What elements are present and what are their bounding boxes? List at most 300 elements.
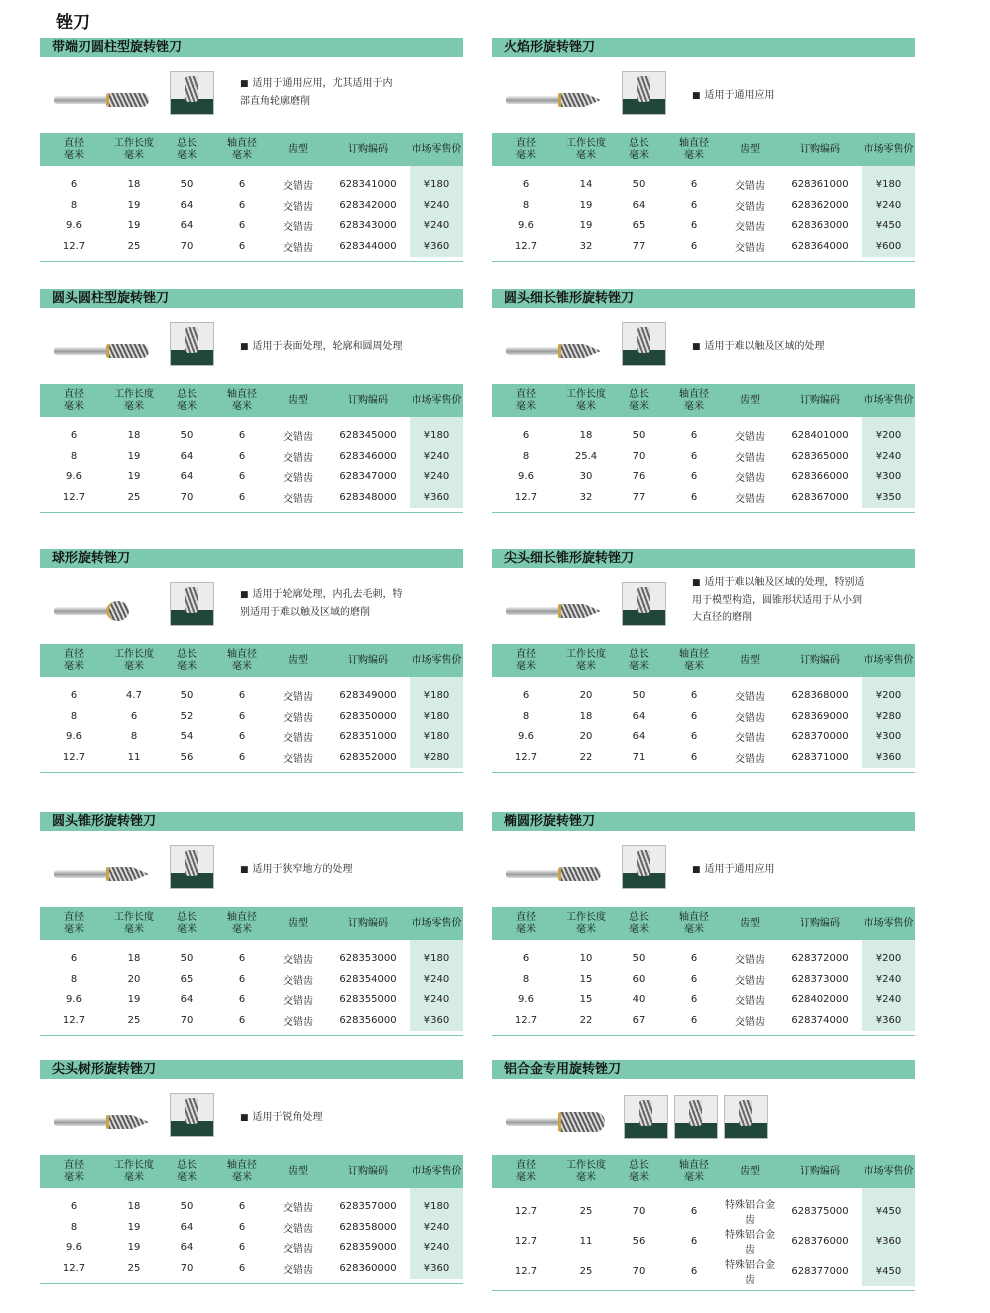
spec-cell: 6 <box>238 1015 246 1027</box>
spec-cell: 12.7 <box>62 1263 86 1275</box>
column-header: 总长 毫米 <box>160 644 214 677</box>
spec-cell: 50 <box>180 952 194 964</box>
section-divider <box>492 772 915 773</box>
spec-cell: 6 <box>690 241 698 253</box>
order-code-cell: 628354000 <box>339 973 397 985</box>
column-header: 市场零售价 <box>862 384 915 417</box>
spec-cell: 30 <box>579 471 593 483</box>
spec-cell: 25 <box>127 1015 141 1027</box>
order-code-cell: 628375000 <box>791 1205 849 1217</box>
price-cell: ¥280 <box>410 747 463 768</box>
spec-cell: 交错齿 <box>735 754 765 766</box>
spec-cell: 12.7 <box>62 492 86 504</box>
table-row <box>40 969 463 990</box>
burr-tool-illustration <box>506 604 602 618</box>
spec-cell: 6 <box>238 994 246 1006</box>
order-code-cell: 628343000 <box>339 220 397 232</box>
spec-cell: 6 <box>690 1205 698 1217</box>
spec-cell: 25 <box>127 492 141 504</box>
spec-cell: 交错齿 <box>735 712 765 724</box>
burr-section <box>492 549 915 773</box>
column-header: 订购编码 <box>326 133 410 166</box>
spec-cell: 50 <box>180 429 194 441</box>
spec-cell: 6 <box>238 471 246 483</box>
spec-cell: 9.6 <box>66 994 82 1006</box>
spec-cell: 18 <box>127 1200 141 1212</box>
description-line: 部直角轮廓磨削 <box>240 96 310 107</box>
spec-cell: 6 <box>238 973 246 985</box>
spec-cell: 6 <box>238 429 246 441</box>
table-row <box>40 417 463 446</box>
spec-cell: 77 <box>632 241 646 253</box>
spec-cell: 70 <box>632 450 646 462</box>
burr-section <box>40 549 463 773</box>
spec-cell: 6 <box>70 689 78 701</box>
spec-cell: 6 <box>238 1221 246 1233</box>
spec-cell: 6 <box>238 450 246 462</box>
usage-photo <box>724 1095 768 1139</box>
order-code-cell: 628353000 <box>339 952 397 964</box>
description-line: ■ 适用于表面处理，轮廓和圆周处理 <box>240 341 403 352</box>
table-row <box>492 1226 915 1256</box>
spec-cell: 交错齿 <box>735 243 765 255</box>
spec-table <box>40 1155 463 1279</box>
price-cell: ¥240 <box>862 969 915 990</box>
column-header: 市场零售价 <box>862 133 915 166</box>
spec-cell: 6 <box>238 178 246 190</box>
spec-cell: 19 <box>127 1221 141 1233</box>
spec-cell: 6 <box>690 450 698 462</box>
spec-cell: 8 <box>70 199 78 211</box>
section-illustration <box>492 1079 915 1155</box>
spec-cell: 70 <box>180 1015 194 1027</box>
usage-photo <box>674 1095 718 1139</box>
section-title: 球形旋转锉刀 <box>40 549 463 568</box>
usage-photo <box>170 582 214 626</box>
burr-tool-illustration <box>54 1115 150 1129</box>
table-row <box>40 216 463 237</box>
column-header: 齿型 <box>722 1155 778 1188</box>
spec-cell: 6 <box>238 731 246 743</box>
section-title: 铝合金专用旋转锉刀 <box>492 1060 915 1079</box>
price-cell: ¥360 <box>410 1010 463 1031</box>
column-header: 总长 毫米 <box>160 384 214 417</box>
spec-cell: 19 <box>127 994 141 1006</box>
column-header: 直径 毫米 <box>40 907 108 940</box>
order-code-cell: 628401000 <box>791 429 849 441</box>
table-row <box>492 1010 915 1031</box>
burr-tool-illustration <box>54 604 150 618</box>
order-code-cell: 628368000 <box>791 689 849 701</box>
column-header: 齿型 <box>722 644 778 677</box>
price-cell: ¥240 <box>410 216 463 237</box>
order-code-cell: 628371000 <box>791 752 849 764</box>
spec-cell: 6 <box>690 1235 698 1247</box>
column-header: 齿型 <box>270 644 326 677</box>
column-header: 齿型 <box>270 133 326 166</box>
usage-photo <box>622 71 666 115</box>
price-cell: ¥350 <box>862 487 915 508</box>
price-cell: ¥180 <box>410 706 463 727</box>
spec-cell: 70 <box>180 241 194 253</box>
burr-section <box>492 38 915 262</box>
column-header: 总长 毫米 <box>612 644 666 677</box>
spec-cell: 19 <box>127 199 141 211</box>
spec-cell: 6 <box>522 178 530 190</box>
spec-cell: 22 <box>579 752 593 764</box>
spec-cell: 6 <box>522 429 530 441</box>
table-row <box>492 216 915 237</box>
table-row <box>492 747 915 768</box>
column-header: 直径 毫米 <box>492 907 560 940</box>
spec-cell: 交错齿 <box>735 691 765 703</box>
order-code-cell: 628373000 <box>791 973 849 985</box>
order-code-cell: 628366000 <box>791 471 849 483</box>
order-code-cell: 628345000 <box>339 429 397 441</box>
order-code-cell: 628355000 <box>339 994 397 1006</box>
spec-cell: 交错齿 <box>283 1265 313 1277</box>
order-code-cell: 628346000 <box>339 450 397 462</box>
spec-cell: 交错齿 <box>283 733 313 745</box>
spec-cell: 64 <box>180 1242 194 1254</box>
spec-cell: 交错齿 <box>283 954 313 966</box>
spec-cell: 6 <box>690 492 698 504</box>
spec-cell: 9.6 <box>66 731 82 743</box>
column-header: 工作长度 毫米 <box>108 644 160 677</box>
spec-cell: 9.6 <box>518 731 534 743</box>
order-code-cell: 628376000 <box>791 1235 849 1247</box>
spec-cell: 64 <box>180 994 194 1006</box>
spec-cell: 6 <box>238 1242 246 1254</box>
spec-cell: 交错齿 <box>283 691 313 703</box>
order-code-cell: 628377000 <box>791 1265 849 1277</box>
column-header: 直径 毫米 <box>492 384 560 417</box>
burr-section <box>492 812 915 1036</box>
burr-tool-illustration <box>506 1115 602 1129</box>
column-header: 市场零售价 <box>862 644 915 677</box>
spec-cell: 18 <box>579 710 593 722</box>
price-cell: ¥180 <box>410 940 463 969</box>
description-line: ■ 适用于锐角处理 <box>240 1112 323 1123</box>
section-divider <box>40 1035 463 1036</box>
spec-cell: 70 <box>632 1205 646 1217</box>
spec-cell: 50 <box>632 178 646 190</box>
spec-cell: 65 <box>632 220 646 232</box>
column-header: 市场零售价 <box>410 384 463 417</box>
column-header: 工作长度 毫米 <box>560 1155 612 1188</box>
table-row <box>40 467 463 488</box>
spec-cell: 特殊铝合金齿 <box>725 1230 775 1256</box>
burr-tool-illustration <box>54 867 150 881</box>
spec-cell: 9.6 <box>518 471 534 483</box>
spec-table <box>492 1155 915 1286</box>
spec-cell: 64 <box>180 220 194 232</box>
column-header: 订购编码 <box>778 644 862 677</box>
spec-cell: 19 <box>579 220 593 232</box>
table-row <box>40 1217 463 1238</box>
spec-cell: 56 <box>180 752 194 764</box>
spec-cell: 4.7 <box>126 689 142 701</box>
column-header: 市场零售价 <box>410 1155 463 1188</box>
price-cell: ¥360 <box>862 1010 915 1031</box>
column-header: 总长 毫米 <box>612 133 666 166</box>
spec-table <box>40 644 463 768</box>
table-row <box>492 236 915 257</box>
price-cell: ¥240 <box>410 195 463 216</box>
table-row <box>40 747 463 768</box>
table-row <box>492 417 915 446</box>
bullet-icon: ■ <box>692 865 701 875</box>
column-header: 直径 毫米 <box>40 644 108 677</box>
section-divider <box>492 1035 915 1036</box>
spec-cell: 交错齿 <box>283 222 313 234</box>
order-code-cell: 628356000 <box>339 1015 397 1027</box>
spec-cell: 18 <box>127 178 141 190</box>
table-row <box>40 940 463 969</box>
description-line: ■ 适用于狭窄地方的处理 <box>240 864 353 875</box>
spec-cell: 交错齿 <box>735 201 765 213</box>
section-illustration <box>40 1079 463 1155</box>
usage-photo <box>622 322 666 366</box>
column-header: 齿型 <box>722 133 778 166</box>
column-header: 齿型 <box>722 384 778 417</box>
section-divider <box>492 261 915 262</box>
spec-cell: 19 <box>127 450 141 462</box>
column-header: 轴直径 毫米 <box>214 907 270 940</box>
spec-cell: 交错齿 <box>283 712 313 724</box>
column-header: 市场零售价 <box>862 907 915 940</box>
spec-cell: 8 <box>522 710 530 722</box>
column-header: 直径 毫米 <box>40 384 108 417</box>
order-code-cell: 628362000 <box>791 199 849 211</box>
spec-cell: 8 <box>522 973 530 985</box>
order-code-cell: 628352000 <box>339 752 397 764</box>
spec-cell: 12.7 <box>514 752 538 764</box>
column-header: 总长 毫米 <box>612 1155 666 1188</box>
spec-cell: 6 <box>238 199 246 211</box>
usage-photo <box>622 845 666 889</box>
column-header: 市场零售价 <box>410 907 463 940</box>
spec-cell: 25.4 <box>574 450 598 462</box>
spec-cell: 14 <box>579 178 593 190</box>
spec-cell: 12.7 <box>514 1265 538 1277</box>
spec-cell: 6 <box>690 973 698 985</box>
table-row <box>492 195 915 216</box>
price-cell: ¥240 <box>410 1238 463 1259</box>
column-header: 直径 毫米 <box>492 1155 560 1188</box>
table-row <box>40 195 463 216</box>
order-code-cell: 628344000 <box>339 241 397 253</box>
table-row <box>40 706 463 727</box>
spec-cell: 9.6 <box>66 471 82 483</box>
spec-cell: 20 <box>127 973 141 985</box>
spec-cell: 交错齿 <box>283 1223 313 1235</box>
spec-cell: 6 <box>238 1263 246 1275</box>
spec-cell: 56 <box>632 1235 646 1247</box>
spec-cell: 8 <box>70 710 78 722</box>
usage-photo <box>624 1095 668 1139</box>
table-row <box>492 467 915 488</box>
table-row <box>40 1238 463 1259</box>
spec-table <box>492 907 915 1031</box>
table-row <box>492 727 915 748</box>
price-cell: ¥360 <box>862 1226 915 1256</box>
spec-cell: 6 <box>238 710 246 722</box>
order-code-cell: 628372000 <box>791 952 849 964</box>
spec-cell: 8 <box>70 973 78 985</box>
table-row <box>40 487 463 508</box>
spec-cell: 71 <box>632 752 646 764</box>
spec-cell: 25 <box>579 1265 593 1277</box>
spec-cell: 25 <box>127 241 141 253</box>
spec-cell: 交错齿 <box>735 1017 765 1029</box>
spec-cell: 6 <box>70 952 78 964</box>
spec-cell: 6 <box>690 199 698 211</box>
column-header: 订购编码 <box>326 644 410 677</box>
description-line: ■ 适用于难以触及区域的处理 <box>692 341 825 352</box>
column-header: 订购编码 <box>326 384 410 417</box>
order-code-cell: 628367000 <box>791 492 849 504</box>
order-code-cell: 628357000 <box>339 1200 397 1212</box>
spec-cell: 50 <box>632 429 646 441</box>
burr-section <box>40 812 463 1036</box>
spec-cell: 6 <box>690 952 698 964</box>
section-illustration <box>492 568 915 644</box>
table-row <box>40 1010 463 1031</box>
spec-cell: 10 <box>579 952 593 964</box>
spec-cell: 19 <box>127 471 141 483</box>
price-cell: ¥360 <box>410 236 463 257</box>
application-description <box>240 861 455 879</box>
column-header: 工作长度 毫米 <box>108 384 160 417</box>
price-cell: ¥180 <box>410 727 463 748</box>
table-row <box>492 1256 915 1286</box>
column-header: 直径 毫米 <box>40 1155 108 1188</box>
spec-cell: 50 <box>180 689 194 701</box>
order-code-cell: 628359000 <box>339 1242 397 1254</box>
application-description <box>692 87 907 105</box>
spec-cell: 60 <box>632 973 646 985</box>
bullet-icon: ■ <box>240 590 249 600</box>
usage-photo <box>622 582 666 626</box>
bullet-icon: ■ <box>692 342 701 352</box>
burr-section <box>492 1060 915 1291</box>
spec-cell: 76 <box>632 471 646 483</box>
price-cell: ¥200 <box>862 940 915 969</box>
usage-photo <box>170 845 214 889</box>
application-description <box>692 861 907 879</box>
spec-cell: 50 <box>180 1200 194 1212</box>
spec-cell: 9.6 <box>518 220 534 232</box>
table-row <box>492 969 915 990</box>
spec-cell: 12.7 <box>62 752 86 764</box>
price-cell: ¥300 <box>862 727 915 748</box>
column-header: 总长 毫米 <box>160 133 214 166</box>
column-header: 工作长度 毫米 <box>560 133 612 166</box>
spec-cell: 12.7 <box>514 241 538 253</box>
column-header: 轴直径 毫米 <box>666 644 722 677</box>
spec-cell: 交错齿 <box>283 1244 313 1256</box>
price-cell: ¥180 <box>410 166 463 195</box>
spec-cell: 8 <box>522 199 530 211</box>
spec-cell: 6 <box>690 1015 698 1027</box>
section-title: 尖头细长锥形旋转锉刀 <box>492 549 915 568</box>
spec-cell: 9.6 <box>66 1242 82 1254</box>
price-cell: ¥180 <box>862 166 915 195</box>
spec-cell: 6 <box>70 429 78 441</box>
burr-tool-illustration <box>506 344 602 358</box>
section-title: 圆头细长锥形旋转锉刀 <box>492 289 915 308</box>
section-illustration <box>492 57 915 133</box>
spec-cell: 交错齿 <box>735 954 765 966</box>
spec-cell: 交错齿 <box>735 431 765 443</box>
order-code-cell: 628369000 <box>791 710 849 722</box>
column-header: 总长 毫米 <box>612 907 666 940</box>
spec-cell: 交错齿 <box>735 494 765 506</box>
description-line: ■ 适用于通用应用 <box>692 90 775 101</box>
spec-cell: 64 <box>632 710 646 722</box>
column-header: 总长 毫米 <box>160 1155 214 1188</box>
spec-cell: 64 <box>632 199 646 211</box>
column-header: 直径 毫米 <box>492 644 560 677</box>
column-header: 市场零售价 <box>410 133 463 166</box>
burr-tool-illustration <box>54 93 150 107</box>
burr-tool-illustration <box>506 867 602 881</box>
section-title: 圆头锥形旋转锉刀 <box>40 812 463 831</box>
spec-cell: 6 <box>238 241 246 253</box>
spec-cell: 交错齿 <box>283 452 313 464</box>
spec-cell: 64 <box>180 471 194 483</box>
application-description <box>692 338 907 356</box>
spec-cell: 交错齿 <box>735 996 765 1008</box>
price-cell: ¥300 <box>862 467 915 488</box>
column-header: 轴直径 毫米 <box>666 133 722 166</box>
spec-cell: 64 <box>180 1221 194 1233</box>
spec-cell: 6 <box>70 178 78 190</box>
price-cell: ¥450 <box>862 1256 915 1286</box>
application-description <box>240 75 455 110</box>
spec-cell: 9.6 <box>518 994 534 1006</box>
column-header: 轴直径 毫米 <box>214 133 270 166</box>
section-title: 圆头圆柱型旋转锉刀 <box>40 289 463 308</box>
spec-cell: 6 <box>690 1265 698 1277</box>
order-code-cell: 628360000 <box>339 1263 397 1275</box>
spec-table <box>492 644 915 768</box>
spec-cell: 交错齿 <box>283 1017 313 1029</box>
column-header: 齿型 <box>270 907 326 940</box>
column-header: 齿型 <box>270 384 326 417</box>
price-cell: ¥240 <box>862 446 915 467</box>
spec-cell: 77 <box>632 492 646 504</box>
spec-cell: 8 <box>522 450 530 462</box>
column-header: 轴直径 毫米 <box>666 384 722 417</box>
table-row <box>40 677 463 706</box>
spec-cell: 交错齿 <box>735 975 765 987</box>
spec-cell: 8 <box>70 1221 78 1233</box>
spec-cell: 6 <box>690 220 698 232</box>
spec-cell: 6 <box>690 178 698 190</box>
column-header: 轴直径 毫米 <box>666 907 722 940</box>
spec-cell: 9.6 <box>66 220 82 232</box>
spec-cell: 交错齿 <box>283 494 313 506</box>
column-header: 订购编码 <box>778 384 862 417</box>
order-code-cell: 628347000 <box>339 471 397 483</box>
column-header: 市场零售价 <box>862 1155 915 1188</box>
spec-cell: 交错齿 <box>283 1202 313 1214</box>
spec-cell: 交错齿 <box>283 431 313 443</box>
spec-cell: 6 <box>690 752 698 764</box>
spec-table <box>40 133 463 257</box>
